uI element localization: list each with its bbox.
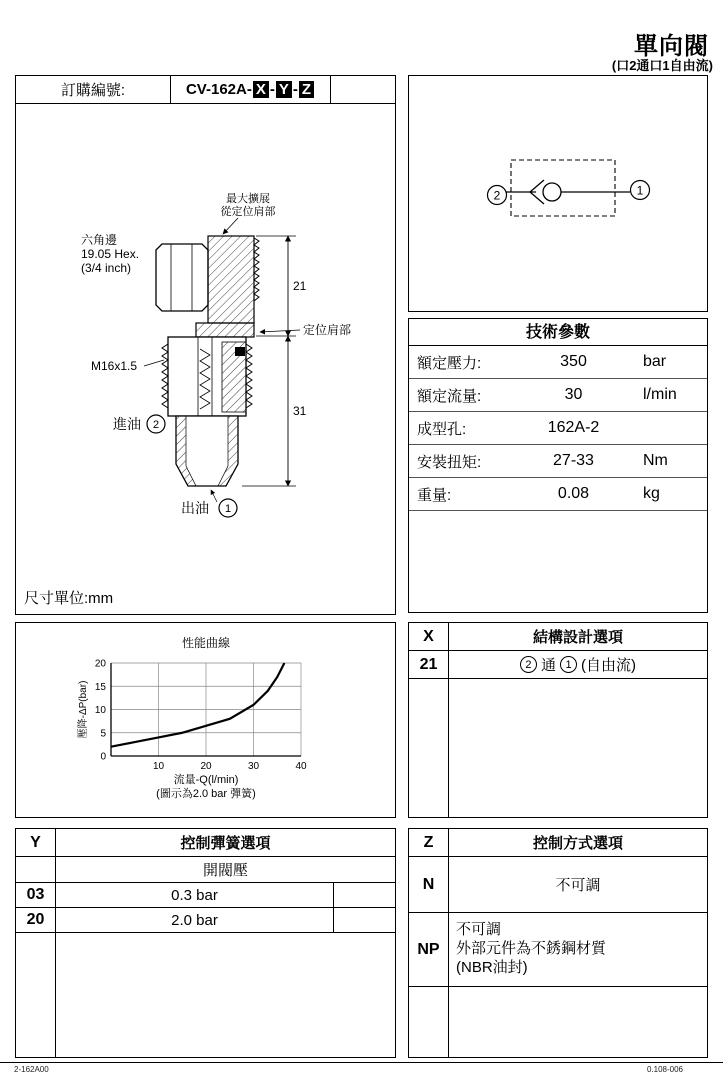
tech-param-value: 30 [564, 386, 583, 403]
table-filler [16, 933, 395, 1057]
outlet-label: 出油 [181, 500, 209, 516]
dimension-unit-note: 尺寸單位:mm [24, 590, 114, 607]
tech-param-label: 成型孔: [417, 420, 467, 438]
option-desc-line: (NBR油封) [456, 958, 528, 976]
x-options-panel [408, 622, 708, 818]
table-row [409, 346, 707, 379]
table-subheader-row [16, 857, 395, 883]
table-filler [409, 987, 707, 1057]
option-desc-line: 不可調 [456, 921, 502, 939]
svg-text:15: 15 [94, 681, 106, 693]
tech-param-value: 0.08 [557, 485, 590, 502]
shoulder-label: 定位肩部 [303, 323, 352, 337]
option-description [449, 651, 707, 678]
table-row [16, 908, 395, 933]
footer-divider [0, 1062, 723, 1063]
valve-cross-section-drawing [16, 104, 394, 584]
drawing-panel [15, 75, 396, 615]
table-filler [409, 679, 707, 817]
option-desc-line: 外部元件為不銹鋼材質 [456, 940, 607, 958]
outlet-port-number: 1 [224, 503, 232, 515]
option-code: N [409, 857, 449, 912]
code-separator: - [269, 81, 275, 98]
hex-label-line1: 六角邊 [81, 233, 118, 247]
symbol-envelope [511, 160, 615, 216]
tech-param-label: 額定流量: [417, 387, 482, 405]
tech-param-value: 27-33 [553, 452, 594, 469]
max-extension-label-line1: 最大擴展 [226, 193, 270, 205]
table-row [409, 379, 707, 412]
order-code-x: X [253, 81, 269, 98]
svg-text:30: 30 [247, 761, 260, 772]
tech-param-value: 350 [560, 353, 587, 370]
option-group-code-z: Z [409, 829, 449, 856]
left-column-spacer [16, 933, 56, 1057]
z-options-title: 控制方式選項 [532, 835, 623, 852]
hex-label-line3: (3/4 inch) [81, 261, 132, 275]
tech-params-title: 技術參數 [409, 319, 707, 346]
tech-params-panel [408, 318, 708, 613]
valve-ball [543, 183, 561, 201]
ordering-row [16, 76, 395, 104]
svg-text:20: 20 [200, 761, 212, 772]
hex-head-outline [156, 244, 208, 311]
svg-text:流量-Q(l/min): 流量-Q(l/min) [173, 774, 239, 786]
flow-direction-text: 通 [540, 657, 556, 674]
symbol-panel [408, 75, 708, 312]
tech-param-label: 安裝扭矩: [417, 453, 482, 471]
inlet-label: 進油 [113, 416, 141, 432]
svg-text:40: 40 [295, 761, 307, 772]
port-2-number: 2 [493, 188, 501, 203]
tech-param-value: 162A-2 [547, 419, 600, 436]
tech-param-unit: l/min [643, 386, 677, 403]
order-code-value [171, 76, 331, 103]
option-description: 0.3 bar [171, 886, 218, 904]
x-options-title: 結構設計選項 [532, 629, 623, 646]
performance-chart [16, 623, 394, 816]
svg-text:壓降-ΔP(bar): 壓降-ΔP(bar) [78, 680, 89, 739]
footer-doc-number-right: 0.108-006 [646, 1065, 683, 1074]
svg-text:性能曲線: 性能曲線 [181, 636, 231, 650]
svg-text:(圖示為2.0 bar 彈簧): (圖示為2.0 bar 彈簧) [156, 788, 256, 800]
performance-chart-panel [15, 622, 396, 818]
option-code: 21 [409, 651, 449, 678]
left-column-spacer [409, 987, 449, 1057]
order-code-label: 訂購編號: [16, 76, 171, 103]
page-subtitle: (口2通口1自由流) [611, 58, 713, 73]
dim-21-label: 21 [293, 279, 307, 293]
y-options-subheader: 開閥壓 [202, 862, 248, 879]
tech-param-unit: bar [643, 353, 667, 370]
upper-thread-section [208, 236, 254, 323]
order-code-prefix: CV-162A- [185, 81, 252, 98]
option-code: 20 [16, 908, 56, 932]
inlet-port-number: 2 [152, 419, 160, 431]
hex-label-line2: 19.05 Hex. [81, 247, 140, 261]
thread-label: M16x1.5 [91, 359, 138, 373]
flow-note-text: (自由流) [581, 657, 636, 674]
tech-param-unit: kg [643, 485, 660, 502]
table-row [409, 445, 707, 478]
port-2-badge: 2 [520, 656, 537, 673]
option-group-code-x: X [409, 623, 449, 650]
check-valve-symbol [409, 76, 705, 309]
ordering-row-spacer [331, 76, 395, 103]
svg-text:10: 10 [152, 761, 165, 772]
table-header-row [409, 829, 707, 857]
order-code-y: Y [276, 81, 292, 98]
table-row [409, 651, 707, 679]
port-1-badge: 1 [560, 656, 577, 673]
order-code-z: Z [299, 81, 314, 98]
footer-doc-number-left: 2-162A00 [14, 1065, 49, 1074]
table-header-row [16, 829, 395, 857]
empty-cell [333, 883, 395, 907]
option-group-code-y: Y [16, 829, 56, 856]
table-row [409, 412, 707, 445]
dim-31-label: 31 [293, 404, 307, 418]
code-separator: - [292, 81, 298, 98]
table-row [409, 857, 707, 913]
option-description: 不可調 [555, 877, 601, 894]
option-description [449, 913, 707, 986]
page-title: 單向閥 [634, 33, 709, 60]
seal-upper [235, 347, 245, 356]
table-row [16, 883, 395, 908]
svg-text:20: 20 [94, 658, 106, 670]
tech-param-label: 額定壓力: [417, 354, 482, 372]
y-options-title: 控制彈簧選項 [180, 835, 271, 852]
tech-param-unit: Nm [643, 452, 668, 469]
port-1-number: 1 [636, 183, 644, 198]
option-code: NP [409, 913, 449, 986]
svg-text:10: 10 [94, 705, 106, 716]
table-row [409, 913, 707, 987]
locating-shoulder [196, 323, 254, 337]
tech-param-label: 重量: [417, 486, 452, 504]
table-header-row [409, 623, 707, 651]
table-row [409, 478, 707, 511]
left-column-spacer [409, 679, 449, 817]
svg-text:0: 0 [100, 751, 106, 763]
svg-text:5: 5 [100, 728, 106, 740]
z-options-panel [408, 828, 708, 1058]
max-extension-label-line2: 從定位肩部 [220, 206, 276, 218]
option-description: 2.0 bar [171, 911, 218, 929]
empty-cell [333, 908, 395, 932]
option-code: 03 [16, 883, 56, 907]
left-column-spacer [16, 857, 56, 882]
y-options-panel [15, 828, 396, 1058]
